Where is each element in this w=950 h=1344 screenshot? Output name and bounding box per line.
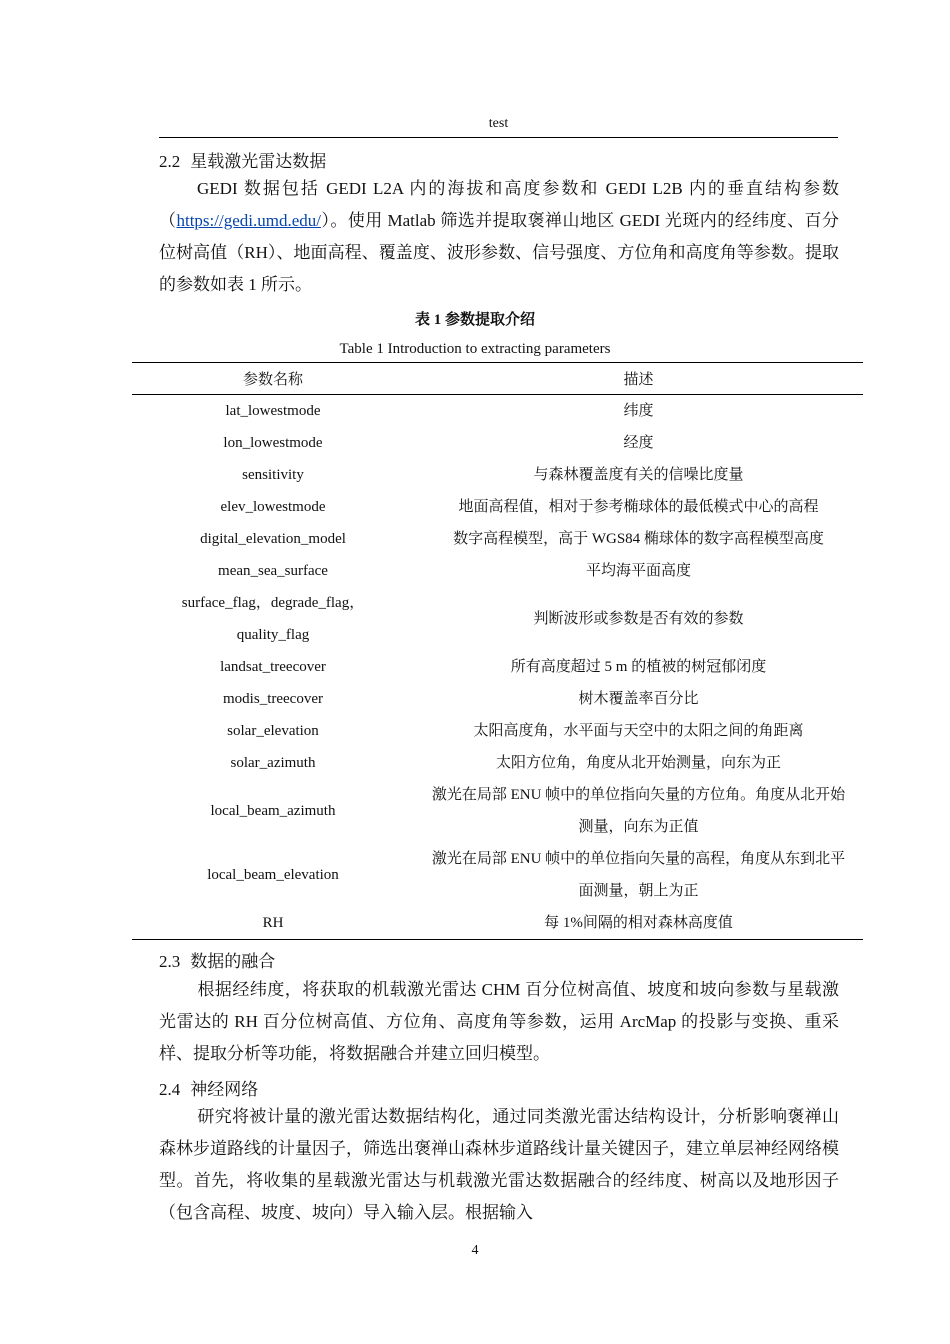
header-param-name: 参数名称 [132,363,414,395]
section-number: 2.3 [159,952,181,971]
header-rule [159,137,838,138]
table-row [132,459,863,491]
table-row [132,587,863,651]
param-name: landsat_treecover [220,659,326,675]
param-name: local_beam_elevation [207,867,339,883]
paragraph-text: GEDI 数据包括 GEDI L2A 内的海拔和高度参数和 GEDI L2B 内的垂直结构参数（ [159,179,839,230]
table-row [132,395,863,428]
section-number: 2.2 [159,152,181,171]
param-desc: 太阳方位角，角度从北开始测量，向东为正 [495,755,781,771]
param-desc: 每 1%间隔的相对森林高度值 [414,907,863,940]
table-caption-cn: 表 1 参数提取介绍 [414,312,535,328]
param-desc: 地面高程值，相对于参考椭球体的最低模式中心的高程 [458,499,819,515]
param-name: lat_lowestmode [225,403,321,419]
paragraph-2-2 [159,173,839,301]
table-row [132,907,863,940]
param-name: solar_azimuth [230,755,316,771]
table-row [132,491,863,523]
param-name: sensitivity [242,467,304,483]
paragraph-text: ）。使用 Matlab 筛选并提取褒禅山地区 GEDI 光斑内的经纬度、百分位树高值（RH）、地面高程、覆盖度、波形参数、信号强度、方位角和高度角等参数。提取的参数如表 1 所示。 [159,211,839,294]
parameters-table [132,362,863,940]
section-heading-2-3 [159,947,275,972]
param-name: digital_elevation_model [200,531,346,547]
running-header: test [488,116,509,131]
paragraph-2-3 [159,974,839,1070]
param-desc: 平均海平面高度 [585,563,691,579]
param-desc: 与森林覆盖度有关的信噪比度量 [533,467,744,483]
table-row [132,427,863,459]
param-desc: 数字高程模型，高于 WGS84 椭球体的数字高程模型高度 [453,531,824,547]
param-desc: 激光在局部 ENU 帧中的单位指向矢量的高程，角度从东到北平面测量，朝上为正 [431,851,846,899]
section-title: 数据的融合 [190,952,276,971]
page-number: 4 [471,1243,479,1258]
table-header-row [132,363,863,395]
table-row [132,651,863,683]
section-heading-2-2 [159,147,326,172]
param-name: local_beam_azimuth [210,803,336,819]
param-name: mean_sea_surface [218,563,328,579]
param-name: lon_lowestmode [223,435,323,451]
param-desc: 经度 [623,435,654,451]
section-heading-2-4 [159,1075,258,1100]
param-desc: 太阳高度角，水平面与天空中的太阳之间的角距离 [473,723,804,739]
section-title: 神经网络 [190,1080,259,1099]
param-name: surface_flag，degrade_flag，quality_flag [181,595,365,643]
table-row [132,555,863,587]
param-desc: 纬度 [623,403,654,419]
section-title: 星载激光雷达数据 [190,152,327,171]
table-row [132,683,863,715]
header-description: 描述 [414,363,863,395]
paragraph-2-4 [159,1101,839,1229]
table-row [132,747,863,779]
table-row [132,843,863,907]
paragraph-text: 研究将被计量的激光雷达数据结构化，通过同类激光雷达结构设计，分析影响褒禅山森林步道路线的计量因子，筛选出褒禅山森林步道路线计量关键因子，建立单层神经网络模型。首先，将收集的星载激光雷达与机载激光雷达数据融合的经纬度、树高以及地形因子（包含高程、坡度、坡向）导入输入层。根据输入 [159,1107,839,1222]
table-row [132,523,863,555]
section-number: 2.4 [159,1080,181,1099]
table-row [132,779,863,843]
param-name: RH [132,907,414,940]
table-row [132,715,863,747]
param-name: solar_elevation [227,723,319,739]
param-desc: 判断波形或参数是否有效的参数 [533,611,744,627]
param-desc: 激光在局部 ENU 帧中的单位指向矢量的方位角。角度从北开始测量，向东为正值 [431,787,846,835]
param-desc: 所有高度超过 5 m 的植被的树冠郁闭度 [510,659,767,675]
table-caption-en: Table 1 Introduction to extracting parameters [339,341,611,357]
param-name: modis_treecover [223,691,323,707]
param-name: elev_lowestmode [220,499,326,515]
gedi-link[interactable]: https://gedi.umd.edu/ [176,211,321,230]
param-desc: 树木覆盖率百分比 [578,691,699,707]
paragraph-text: 根据经纬度，将获取的机载激光雷达 CHM 百分位树高值、坡度和坡向参数与星载激光雷达的 RH 百分位树高值、方位角、高度角等参数，运用 ArcMap 的投影与变换、重采样、提取分析等功能，将数据融合并建立回归模型。 [159,980,839,1063]
